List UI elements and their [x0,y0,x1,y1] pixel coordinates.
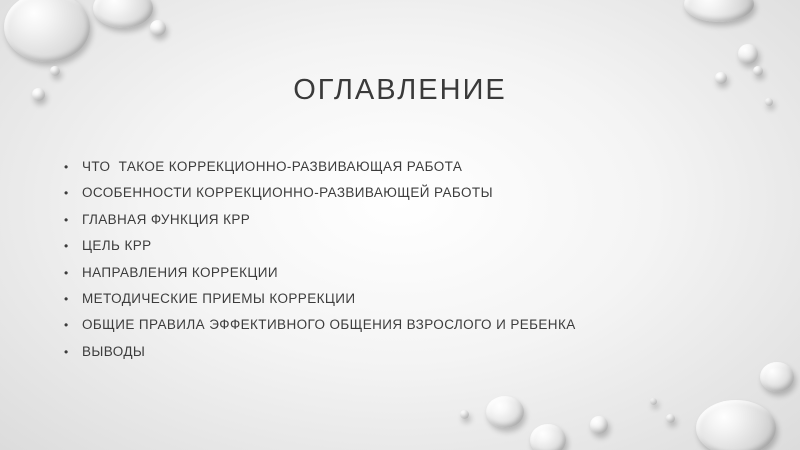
bullet-icon: • [64,160,69,174]
water-drop-decoration [4,0,90,62]
water-drop-decoration [93,0,153,28]
bullet-icon: • [64,186,69,201]
toc-item-text: МЕТОДИЧЕСКИЕ ПРИЕМЫ КОРРЕКЦИИ [82,290,356,306]
bullet-icon: • [64,291,69,306]
table-of-contents [64,158,576,369]
slide-title: ОГЛАВЛЕНИЕ [293,74,507,106]
bullet-icon: • [64,239,69,254]
water-drop-decoration [650,398,657,405]
toc-item [64,158,576,184]
bullet-icon: • [64,344,69,359]
toc-item-text: ГЛАВНАЯ ФУНКЦИЯ КРР [82,211,251,227]
toc-item-text: ВЫВОДЫ [82,343,146,359]
water-drop-decoration [150,20,166,36]
toc-item-text: ЦЕЛЬ КРР [82,238,152,254]
toc-item [64,237,576,263]
toc-item [64,264,576,290]
water-drop-decoration [590,416,608,434]
toc-item-text: НАПРАВЛЕНИЯ КОРРЕКЦИИ [82,264,278,280]
water-drop-decoration [684,0,754,22]
toc-item [64,211,576,237]
toc-item [64,316,576,342]
bullet-icon: • [64,212,69,227]
bullet-icon: • [64,318,69,333]
bullet-icon: • [64,265,69,280]
water-drop-decoration [760,362,794,392]
toc-item-text: ОСОБЕННОСТИ КОРРЕКЦИОННО-РАЗВИВАЮЩЕЙ РАБОТЫ [82,185,493,201]
water-drop-decoration [460,410,469,419]
water-drop-decoration [486,396,524,428]
toc-item [64,343,576,369]
water-drop-decoration [530,424,566,450]
toc-item-text: ОБЩИЕ ПРАВИЛА ЭФФЕКТИВНОГО ОБЩЕНИЯ ВЗРОСЛОГО И РЕБЕНКА [82,317,576,333]
toc-item [64,184,576,210]
toc-item-text: ЧТО ТАКОЕ КОРРЕКЦИОННО-РАЗВИВАЮЩАЯ РАБОТА [82,159,463,174]
toc-item [64,290,576,316]
water-drop-decoration [738,44,758,64]
water-drop-decoration [666,414,675,423]
water-drop-decoration [696,400,776,450]
